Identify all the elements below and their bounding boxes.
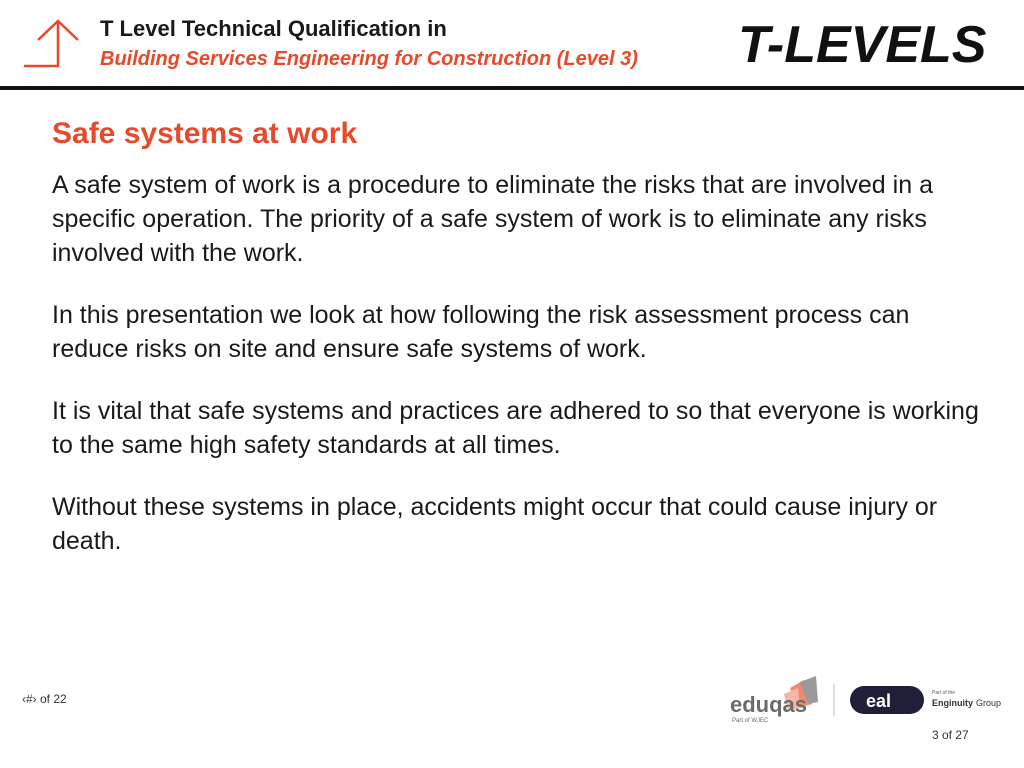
eduqas-logo [730,676,818,724]
svg-text:Part of the: Part of the [932,690,956,696]
svg-text:eduqas: eduqas [730,692,808,717]
slide-title: Safe systems at work [52,117,358,150]
partner-logos [728,674,1008,724]
t-levels-logo [738,14,1006,70]
page-number-placeholder: ‹#› of 22 [22,692,67,706]
svg-text:Part of WJEC: Part of WJEC [732,718,769,724]
header-divider [0,86,1024,90]
svg-text:Group: Group [976,698,1002,708]
eal-logo [850,686,924,714]
header-title: T Level Technical Qualification in [100,16,447,41]
svg-text:Enginuity: Enginuity [932,698,973,708]
paragraph-1: A safe system of work is a procedure to eliminate the risks that are involved in a specific operation. The priority of a safe system of work is to eliminate any risks involved with the work. [52,171,933,267]
enginuity-logo [932,690,1001,708]
page-number: 3 of 27 [932,728,969,742]
header-subtitle: Building Services Engineering for Construction (Level 3) [100,48,638,70]
svg-text:T-LEVELS: T-LEVELS [738,16,987,70]
paragraph-3: It is vital that safe systems and practices are adhered to so that everyone is working to the same high safety standards at all times. [52,397,979,459]
up-arrow-icon [22,18,80,70]
paragraph-2: In this presentation we look at how following the risk assessment process can reduce risks on site and ensure safe systems of work. [52,301,910,363]
paragraph-4: Without these systems in place, accidents might occur that could cause injury or death. [52,493,938,555]
slide-content [52,114,982,586]
svg-text:eal: eal [866,691,892,711]
slide-header [0,0,1024,92]
